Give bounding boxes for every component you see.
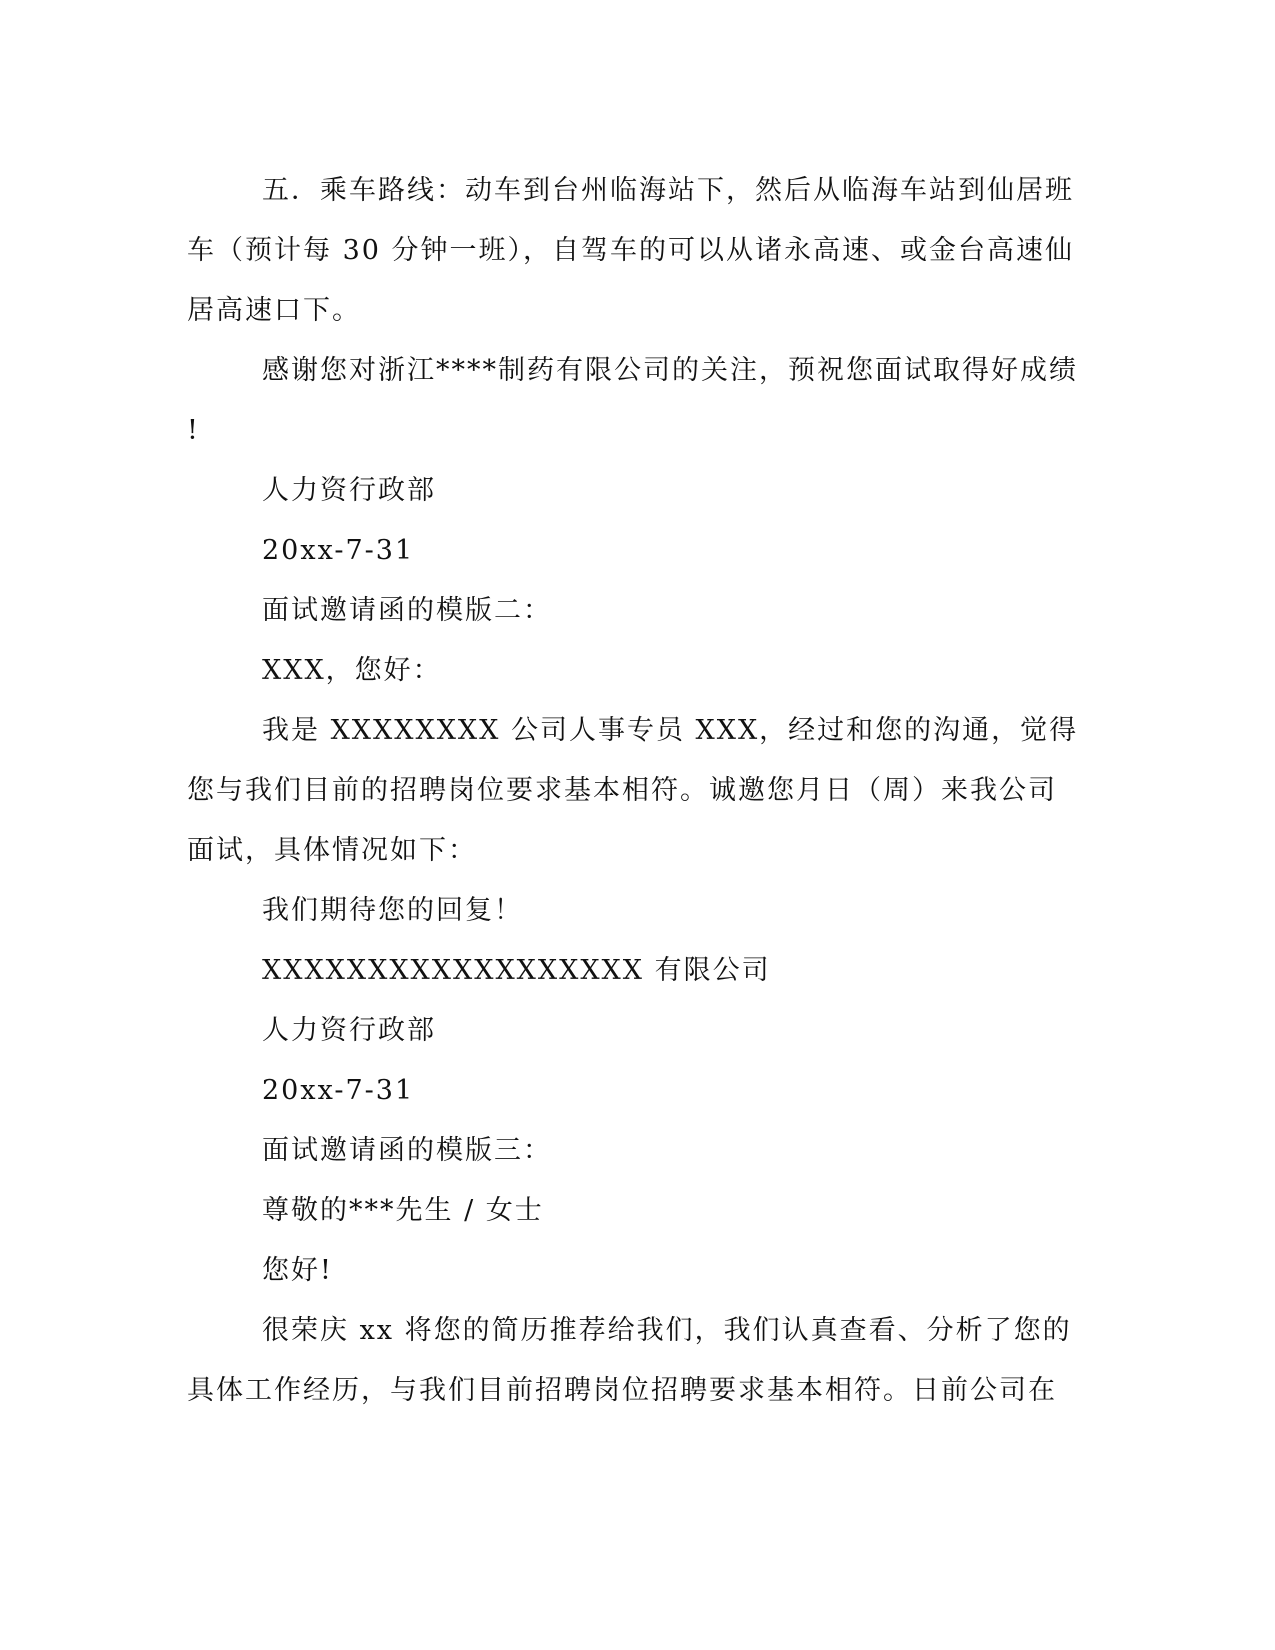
template-two-body-line-1: 我是 XXXXXXXX 公司人事专员 XXX，经过和您的沟通，觉得 bbox=[262, 715, 1079, 746]
paragraph-route-line-3: 居高速口下。 bbox=[187, 295, 361, 326]
template-three-heading: 面试邀请函的模版三： bbox=[262, 1135, 552, 1166]
template-three-greeting: 您好! bbox=[262, 1255, 333, 1286]
template-three-body-line-2: 具体工作经历，与我们目前招聘岗位招聘要求基本相符。日前公司在 bbox=[187, 1375, 1057, 1406]
template-two-heading: 面试邀请函的模版二： bbox=[262, 595, 552, 626]
template-two-body-line-3: 面试，具体情况如下： bbox=[187, 835, 477, 866]
template-three-salutation: 尊敬的***先生 / 女士 bbox=[262, 1195, 544, 1226]
paragraph-thanks-line-2: ! bbox=[187, 415, 200, 446]
template-two-company: XXXXXXXXXXXXXXXXXX 有限公司 bbox=[262, 955, 771, 986]
template-two-greeting: XXX，您好： bbox=[262, 655, 442, 686]
template-three-body-line-1: 很荣庆 xx 将您的简历推荐给我们，我们认真查看、分析了您的 bbox=[262, 1315, 1072, 1346]
signature-department: 人力资行政部 bbox=[262, 475, 436, 506]
template-two-body-line-2: 您与我们目前的招聘岗位要求基本相符。诚邀您月日（周）来我公司 bbox=[187, 775, 1057, 806]
template-two-date: 20xx-7-31 bbox=[262, 1075, 415, 1106]
paragraph-route-line-1: 五．乘车路线：动车到台州临海站下，然后从临海车站到仙居班 bbox=[262, 175, 1074, 206]
paragraph-thanks-line-1: 感谢您对浙江****制药有限公司的关注，预祝您面试取得好成绩 bbox=[262, 355, 1078, 386]
signature-date: 20xx-7-31 bbox=[262, 535, 415, 566]
template-two-closing: 我们期待您的回复！ bbox=[262, 895, 523, 926]
paragraph-route-line-2: 车（预计每 30 分钟一班），自驾车的可以从诸永高速、或金台高速仙 bbox=[187, 235, 1075, 266]
template-two-department: 人力资行政部 bbox=[262, 1015, 436, 1046]
